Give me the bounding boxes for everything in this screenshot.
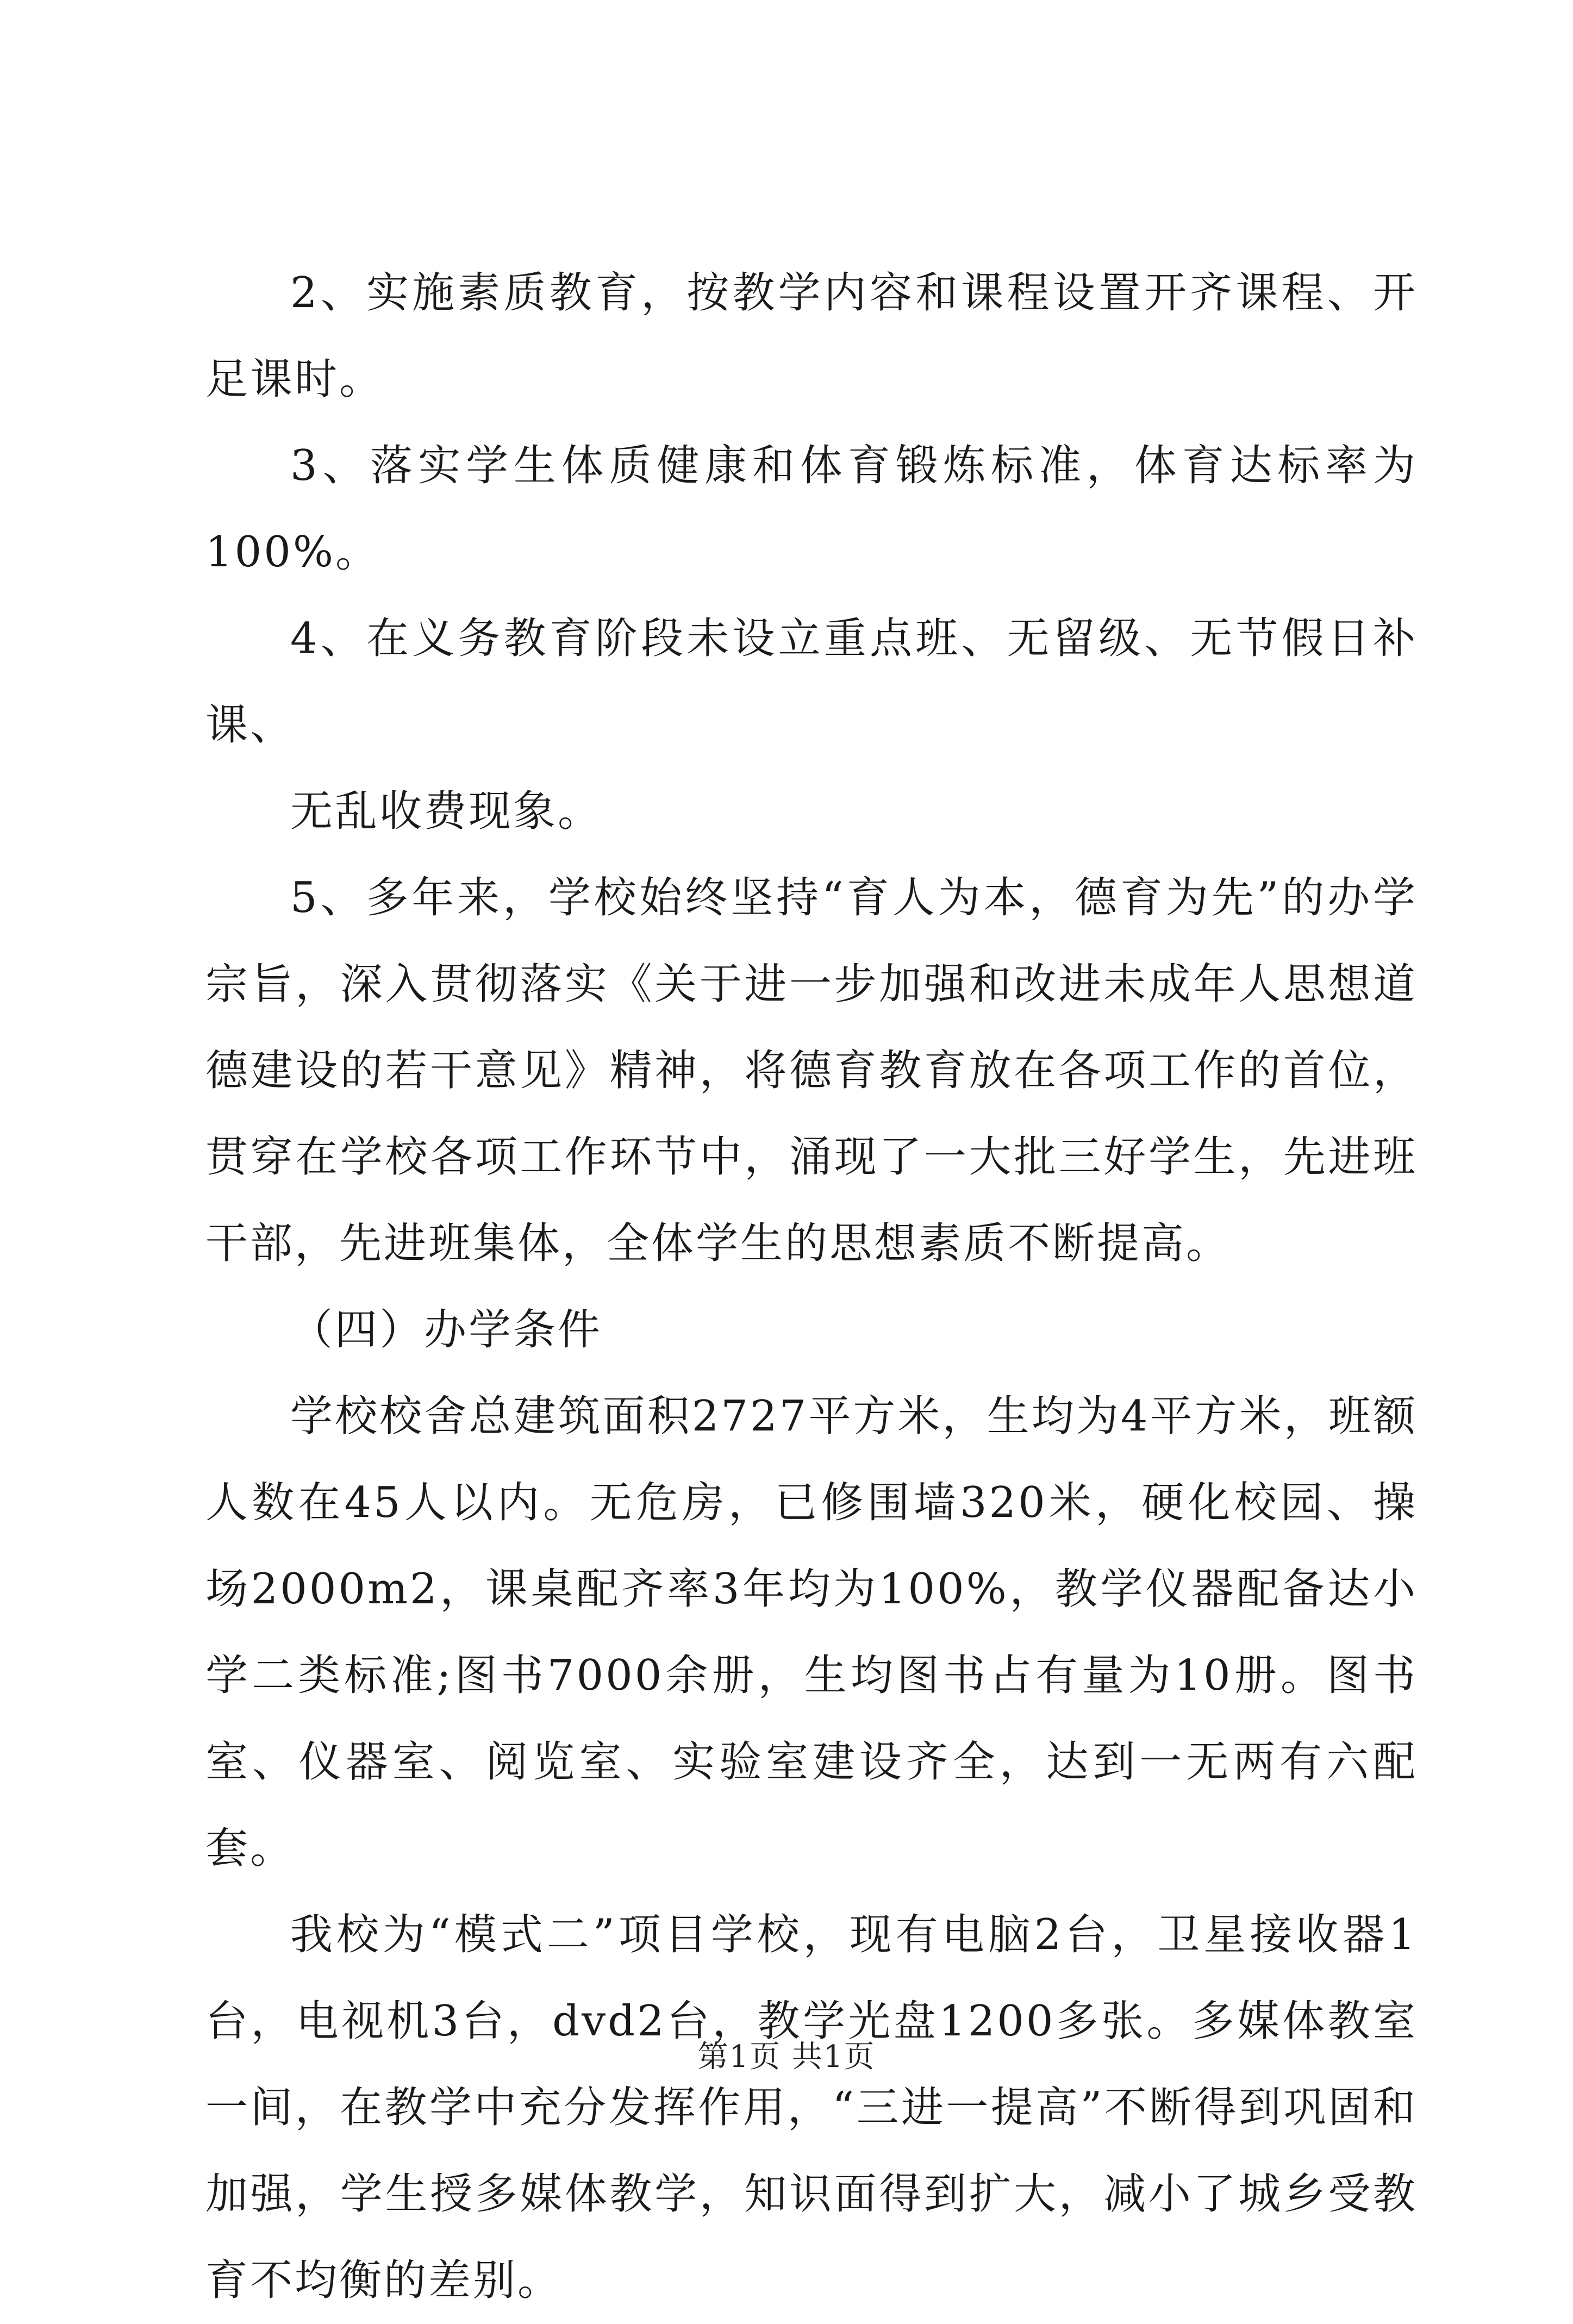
document-body (205, 250, 1418, 2324)
section-heading: （四）办学条件 (290, 1305, 603, 1354)
paragraph-item-4-continued: 无乱收费现象。 (290, 787, 603, 836)
page-footer: 第1页 共1页 (697, 2039, 876, 2075)
paragraph-item-2: 2、实施素质教育，按教学内容和课程设置开齐课程、开足课时。 (205, 268, 1418, 404)
paragraph-item-5: 5、多年来，学校始终坚持“育人为本，德育为先”的办学宗旨，深入贯彻落实《关于进一步加强和改进未成年人思想道德建设的若干意见》精神，将德育教育放在各项工作的首位，贯穿在学校各项工作环节中，涌现了一大批三好学生，先进班干部，先进班集体，全体学生的思想素质不断提高。 (205, 873, 1418, 1268)
paragraph-school-facilities: 学校校舍总建筑面积2727平方米，生均为4平方米，班额人数在45人以内。无危房，已修围墙320米，硬化校园、操场2000m2，课桌配齐率3年均为100%，教学仪器配备达小学二类标准;图书7000余册，生均图书占有量为10册。图书室、仪器室、阅览室、实验室建设齐全，达到一无两有六配套。 (205, 1392, 1418, 1873)
paragraph-multimedia: 我校为“模式二”项目学校，现有电脑2台，卫星接收器1台，电视机3台，dvd2台，教学光盘1200多张。多媒体教室一间，在教学中充分发挥作用，“三进一提高”不断得到巩固和加强，学生授多媒体教学，知识面得到扩大，减小了城乡受教育不均衡的差别。 (205, 1910, 1418, 2305)
paragraph-item-4: 4、在义务教育阶段未设立重点班、无留级、无节假日补课、 (205, 614, 1418, 749)
paragraph-item-3: 3、落实学生体质健康和体育锻炼标准，体育达标率为100%。 (205, 441, 1418, 577)
